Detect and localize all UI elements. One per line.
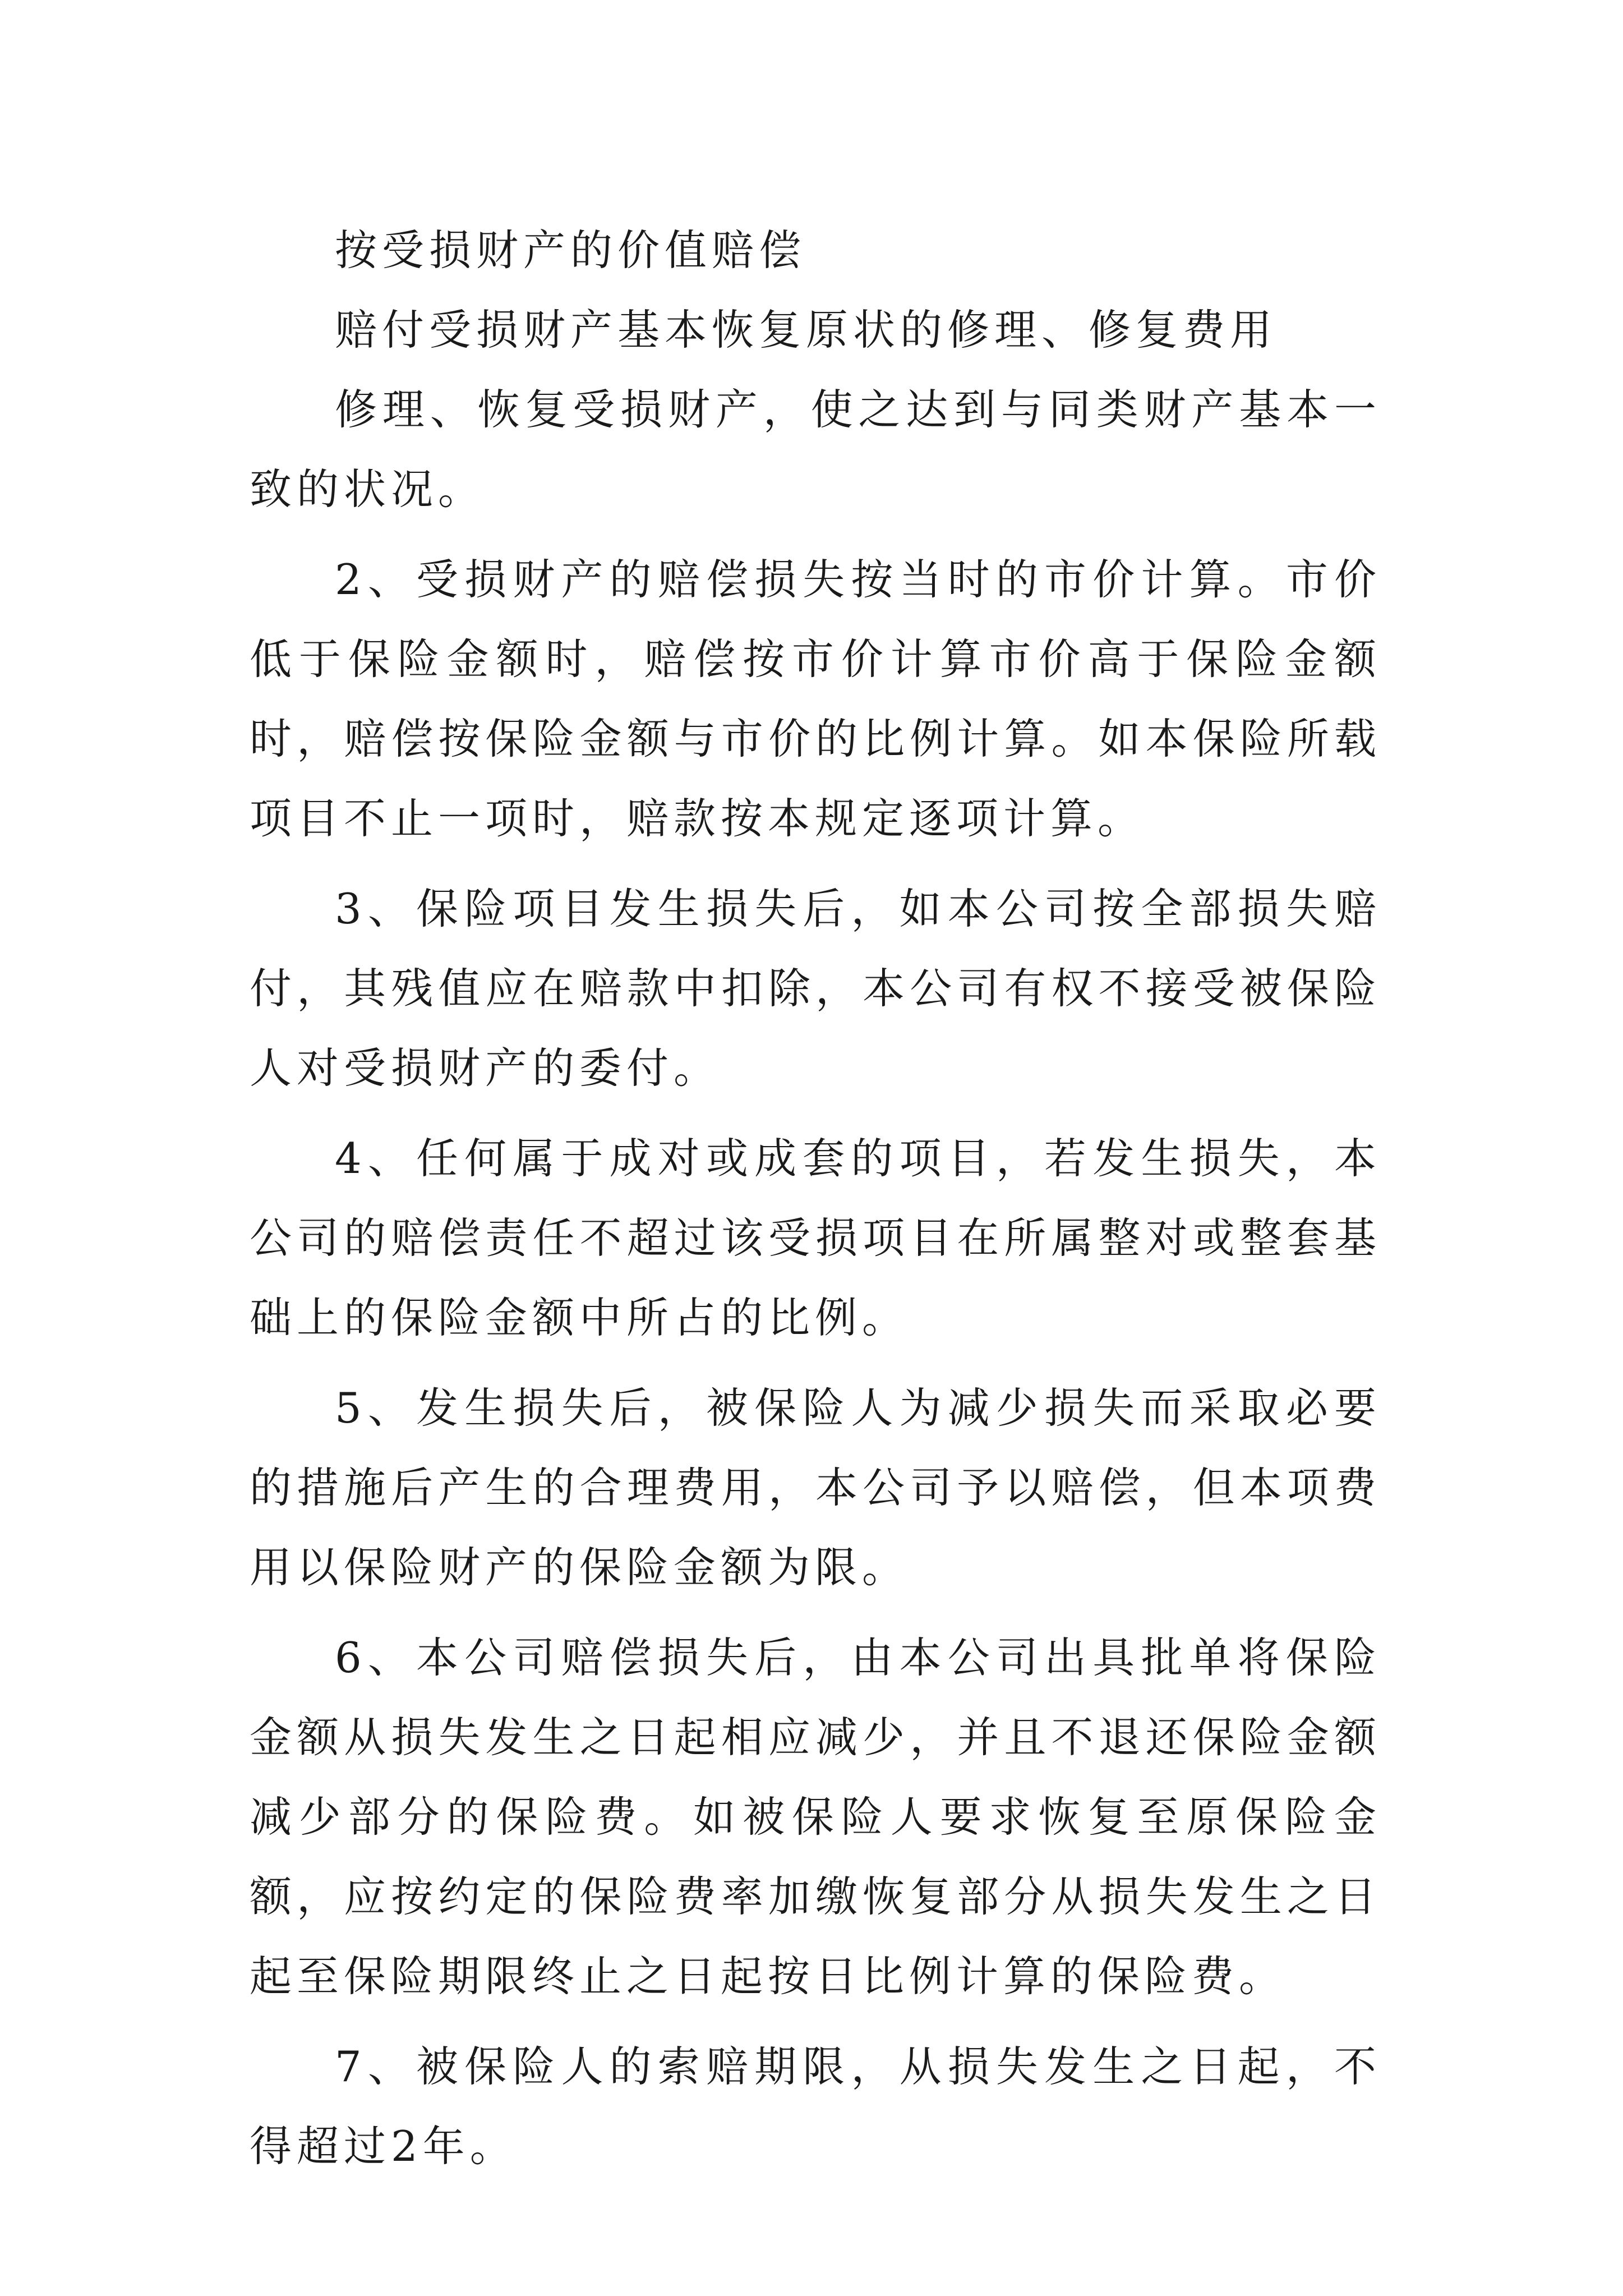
paragraph: 3、保险项目发生损失后，如本公司按全部损失赔付，其残值应在赔款中扣除，本公司有权不接受被保险人对受损财产的委付。 <box>250 884 1381 1093</box>
paragraph: 5、发生损失后，被保险人为减少损失而采取必要的措施后产生的合理费用，本公司予以赔偿，但本项费用以保险财产的保险金额为限。 <box>250 1383 1381 1592</box>
paragraph: 4、任何属于成对或成套的项目，若发生损失，本公司的赔偿责任不超过该受损项目在所属整对或整套基础上的保险金额中所占的比例。 <box>250 1134 1381 1342</box>
paragraph: 2、受损财产的赔偿损失按当时的市价计算。市价低于保险金额时，赔偿按市价计算市价高于保险金额时，赔偿按保险金额与市价的比例计算。如本保险所载项目不止一项时，赔款按本规定逐项计算。 <box>250 555 1381 843</box>
document-body <box>250 210 1381 2186</box>
paragraph: 修理、恢复受损财产，使之达到与同类财产基本一致的状况。 <box>250 385 1381 514</box>
paragraph: 7、被保险人的索赔期限，从损失发生之日起，不得超过2年。 <box>250 2042 1381 2171</box>
paragraph: 赔付受损财产基本恢复原状的修理、修复费用 <box>335 305 1278 355</box>
paragraph: 6、本公司赔偿损失后，由本公司出具批单将保险金额从损失发生之日起相应减少，并且不退还保险金额减少部分的保险费。如被保险人要求恢复至原保险金额，应按约定的保险费率加缴恢复部分从损失发生之日起至保险期限终止之日起按日比例计算的保险费。 <box>250 1633 1381 2001</box>
paragraph: 按受损财产的价值赔偿 <box>335 226 806 275</box>
